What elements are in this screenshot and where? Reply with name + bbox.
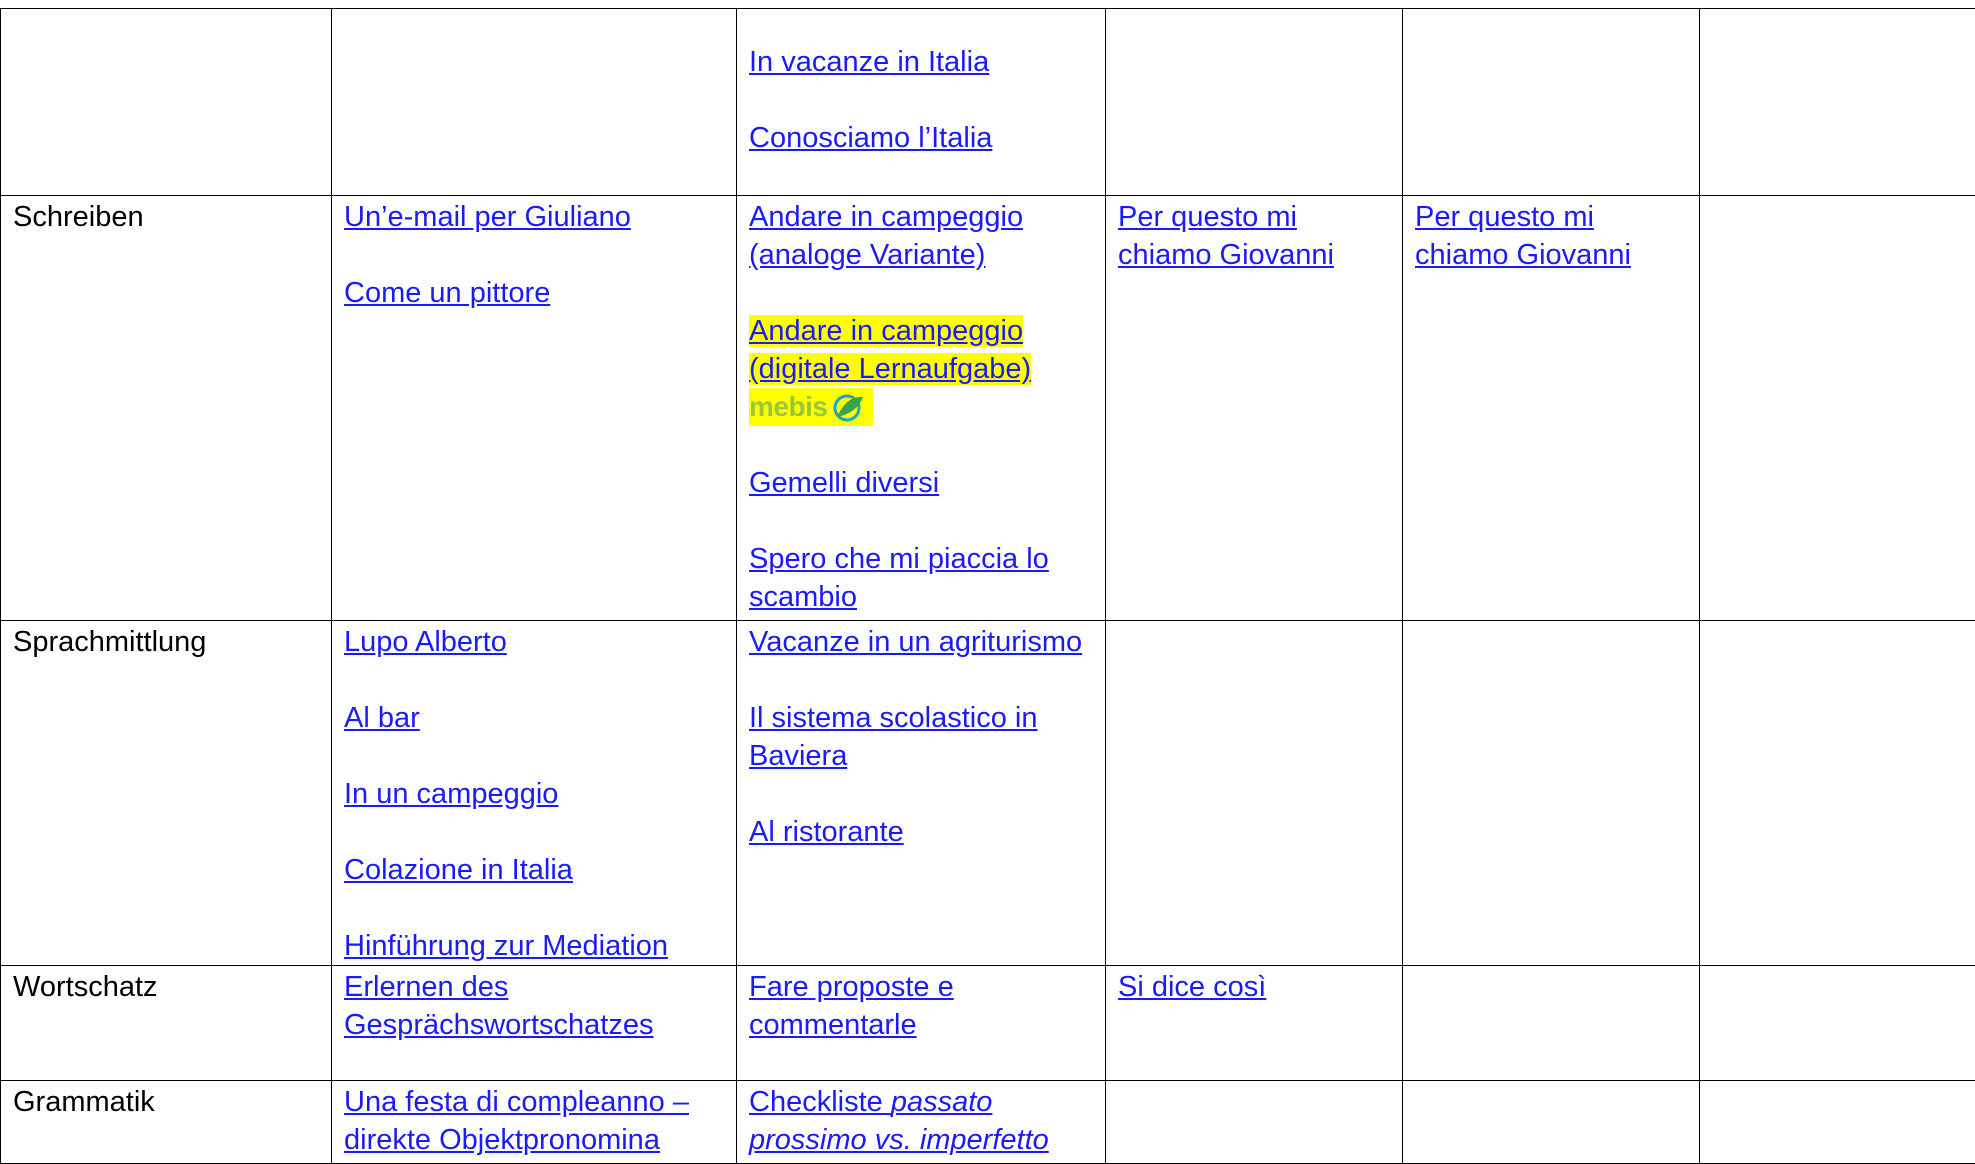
table-cell [737, 1081, 1106, 1164]
table-row [1, 1081, 1975, 1164]
table-row [1, 9, 1975, 196]
table-cell [332, 1081, 737, 1164]
link-gespraechswortschatz[interactable]: Erlernen des Gesprächswortschatzes [344, 971, 653, 1041]
link-campeggio-digitale[interactable]: Andare in campeggio (digitale Lernaufgabe) [749, 315, 1031, 385]
link-email-per-giuliano[interactable]: Un’e-mail per Giuliano [344, 201, 631, 233]
link-in-un-campeggio[interactable]: In un campeggio [344, 778, 558, 810]
link-al-bar[interactable]: Al bar [344, 702, 420, 734]
link-colazione-in-italia[interactable]: Colazione in Italia [344, 854, 573, 886]
link-checkliste-passato-prossimo[interactable]: Checkliste passato prossimo vs. imperfetto [749, 1086, 1049, 1156]
mebis-logo: mebis [749, 388, 873, 426]
table-cell [1106, 196, 1403, 621]
table-cell [1106, 966, 1403, 1081]
link-come-un-pittore[interactable]: Come un pittore [344, 277, 550, 309]
table-row [1, 621, 1975, 966]
link-vacanze-agriturismo[interactable]: Vacanze in un agriturismo [749, 626, 1082, 658]
link-gemelli-diversi[interactable]: Gemelli diversi [749, 467, 939, 499]
row-label-grammatik: Grammatik [1, 1081, 332, 1164]
table-cell [737, 966, 1106, 1081]
link-hinfuehrung-mediation[interactable]: Hinführung zur Mediation [344, 930, 668, 962]
link-festa-di-compleanno[interactable]: Una festa di compleanno – direkte Objektpronomina [344, 1086, 689, 1156]
link-sistema-scolastico[interactable]: Il sistema scolastico in Baviera [749, 702, 1038, 772]
table-cell [1403, 196, 1700, 621]
link-fare-proposte[interactable]: Fare proposte e commentarle [749, 971, 954, 1041]
link-in-vacanze-in-italia[interactable]: In vacanze in Italia [749, 46, 989, 78]
table-cell [332, 196, 737, 621]
row-label-wortschatz: Wortschatz [1, 966, 332, 1081]
table-cell [737, 9, 1106, 196]
link-campeggio-analoge[interactable]: Andare in campeggio (analoge Variante) [749, 201, 1023, 271]
table-cell [737, 196, 1106, 621]
table-row [1, 196, 1975, 621]
row-label-cell [1, 9, 332, 196]
table-cell [737, 621, 1106, 966]
row-label-sprachmittlung: Sprachmittlung [1, 621, 332, 966]
link-lupo-alberto[interactable]: Lupo Alberto [344, 626, 507, 658]
link-al-ristorante[interactable]: Al ristorante [749, 816, 904, 848]
table-cell [332, 621, 737, 966]
link-si-dice-cosi[interactable]: Si dice così [1118, 971, 1266, 1003]
table-row [1, 966, 1975, 1081]
row-label-schreiben: Schreiben [1, 196, 332, 621]
table-cell [332, 966, 737, 1081]
link-conosciamo-l-italia[interactable]: Conosciamo l’Italia [749, 122, 992, 154]
link-spero-che-mi-piaccia[interactable]: Spero che mi piaccia lo scambio [749, 543, 1049, 613]
link-per-questo-mi-chiamo-giovanni[interactable]: Per questo mi chiamo Giovanni [1118, 201, 1334, 271]
curriculum-table [0, 8, 1975, 1164]
leaf-icon [829, 391, 869, 423]
link-per-questo-mi-chiamo-giovanni-2[interactable]: Per questo mi chiamo Giovanni [1415, 201, 1631, 271]
